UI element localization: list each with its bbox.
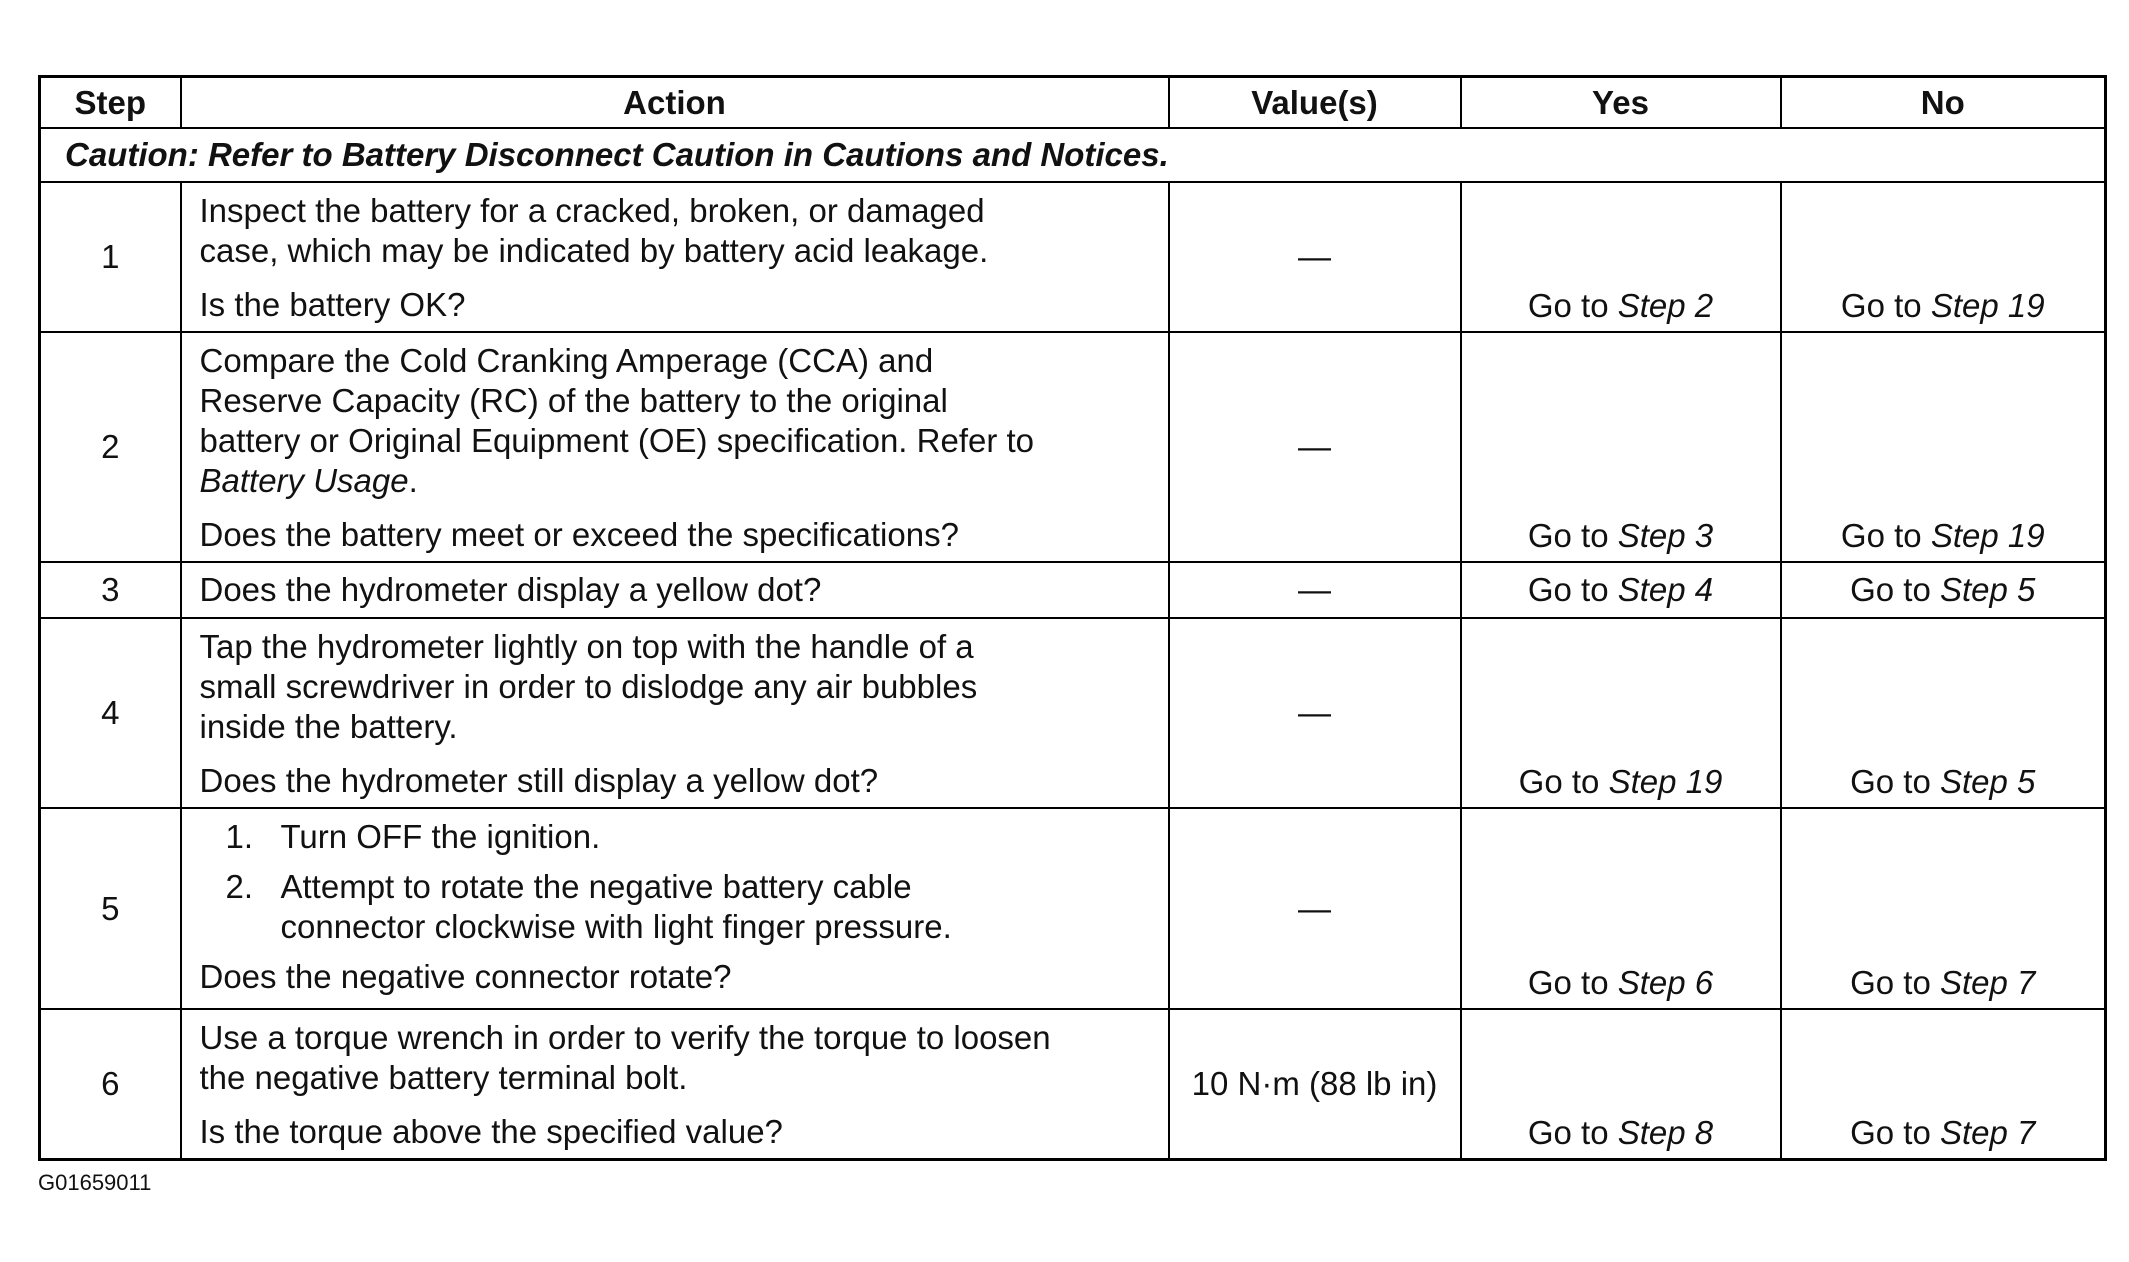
goto-prefix: Go to — [1527, 287, 1618, 324]
list-text — [281, 867, 952, 947]
procedure-list — [200, 817, 1152, 947]
goto-prefix: Go to — [1850, 763, 1940, 800]
step-link[interactable]: Step 6 — [1617, 964, 1714, 1001]
no-cell — [1781, 808, 2106, 1009]
diagnostic-table — [38, 75, 2107, 1161]
yes-cell — [1461, 332, 1781, 562]
value-cell: — — [1169, 808, 1461, 1009]
goto-prefix: Go to — [1527, 517, 1618, 554]
action-line: Reserve Capacity (RC) of the battery to the original — [199, 382, 948, 419]
action-question: Does the negative connector rotate? — [199, 958, 732, 995]
action-question: Does the hydrometer still display a yellow dot? — [199, 762, 879, 799]
no-cell — [1781, 618, 2106, 808]
no-cell — [1781, 562, 2106, 618]
list-text — [281, 817, 601, 857]
list-line: Attempt to rotate the negative battery cable — [280, 868, 912, 905]
step-number: 5 — [40, 808, 181, 1009]
action-cell — [181, 332, 1169, 562]
reference-link[interactable]: Battery Usage — [199, 462, 409, 499]
no-cell — [1781, 182, 2106, 332]
action-line: the negative battery terminal bolt. — [199, 1059, 688, 1096]
goto-prefix: Go to — [1527, 1114, 1618, 1151]
header-no: No — [1781, 77, 2106, 129]
yes-cell — [1461, 618, 1781, 808]
action-cell — [181, 182, 1169, 332]
list-number: 2. — [225, 868, 254, 905]
caution-text: Caution: Refer to Battery Disconnect Caution in Cautions and Notices. — [40, 128, 2106, 182]
value-cell: — — [1169, 332, 1461, 562]
step-link[interactable]: Step 5 — [1939, 763, 2036, 800]
table-row — [40, 182, 2106, 332]
step-link[interactable]: Step 5 — [1939, 571, 2036, 608]
value-cell: — — [1169, 182, 1461, 332]
step-link[interactable]: Step 7 — [1939, 1114, 2036, 1151]
list-line: connector clockwise with light finger pressure. — [280, 908, 952, 945]
table-row — [40, 618, 2106, 808]
step-number: 3 — [40, 562, 181, 618]
action-question: Is the torque above the specified value? — [199, 1113, 783, 1150]
figure-id: G01659011 — [38, 1170, 152, 1195]
goto-prefix: Go to — [1850, 964, 1940, 1001]
header-step: Step — [40, 77, 181, 129]
header-action: Action — [181, 77, 1169, 129]
goto-prefix: Go to — [1527, 571, 1618, 608]
action-cell — [181, 808, 1169, 1009]
action-line: Use a torque wrench in order to verify the torque to loosen — [199, 1019, 1051, 1056]
step-link[interactable]: Step 19 — [1608, 763, 1723, 800]
step-link[interactable]: Step 19 — [1930, 517, 2045, 554]
goto-prefix: Go to — [1850, 571, 1940, 608]
step-link[interactable]: Step 8 — [1617, 1114, 1714, 1151]
goto-prefix: Go to — [1518, 763, 1609, 800]
action-question: Does the battery meet or exceed the specifications? — [199, 516, 959, 553]
header-row — [40, 77, 2106, 129]
action-line: inside the battery. — [199, 708, 458, 745]
goto-prefix: Go to — [1840, 287, 1931, 324]
caution-row — [40, 128, 2106, 182]
list-line: Turn OFF the ignition. — [280, 818, 601, 855]
step-link[interactable]: Step 2 — [1617, 287, 1714, 324]
goto-prefix: Go to — [1840, 517, 1931, 554]
step-link[interactable]: Step 19 — [1930, 287, 2045, 324]
step-number: 6 — [40, 1009, 181, 1160]
goto-prefix: Go to — [1527, 964, 1618, 1001]
action-line — [200, 461, 1152, 501]
table-row — [40, 808, 2106, 1009]
goto-prefix: Go to — [1850, 1114, 1940, 1151]
action-line: case, which may be indicated by battery acid leakage. — [199, 232, 989, 269]
action-cell — [181, 1009, 1169, 1160]
yes-cell — [1461, 562, 1781, 618]
yes-cell — [1461, 808, 1781, 1009]
action-line: small screwdriver in order to dislodge any air bubbles — [199, 668, 978, 705]
action-question: Is the battery OK? — [199, 286, 466, 323]
list-number: 1. — [225, 818, 254, 855]
step-link[interactable]: Step 4 — [1617, 571, 1714, 608]
header-yes: Yes — [1461, 77, 1781, 129]
action-question: Does the hydrometer display a yellow dot? — [199, 571, 822, 608]
table-row — [40, 332, 2106, 562]
step-number: 2 — [40, 332, 181, 562]
value-cell: 10 N·m (88 lb in) — [1169, 1009, 1461, 1160]
list-item — [226, 867, 1152, 947]
step-link[interactable]: Step 7 — [1939, 964, 2036, 1001]
step-number: 4 — [40, 618, 181, 808]
action-cell — [181, 562, 1169, 618]
step-link[interactable]: Step 3 — [1617, 517, 1714, 554]
action-line: Inspect the battery for a cracked, broken, or damaged — [199, 192, 985, 229]
value-cell: — — [1169, 618, 1461, 808]
value-cell: — — [1169, 562, 1461, 618]
yes-cell — [1461, 1009, 1781, 1160]
list-item — [226, 817, 1152, 857]
table-row — [40, 562, 2106, 618]
action-line: Compare the Cold Cranking Amperage (CCA) and — [199, 342, 934, 379]
yes-cell — [1461, 182, 1781, 332]
table-row — [40, 1009, 2106, 1160]
action-line: battery or Original Equipment (OE) specification. Refer to — [199, 422, 1035, 459]
step-number: 1 — [40, 182, 181, 332]
reference-suffix: . — [408, 462, 418, 499]
header-values: Value(s) — [1169, 77, 1461, 129]
action-line: Tap the hydrometer lightly on top with the handle of a — [199, 628, 974, 665]
no-cell — [1781, 332, 2106, 562]
action-cell — [181, 618, 1169, 808]
no-cell — [1781, 1009, 2106, 1160]
